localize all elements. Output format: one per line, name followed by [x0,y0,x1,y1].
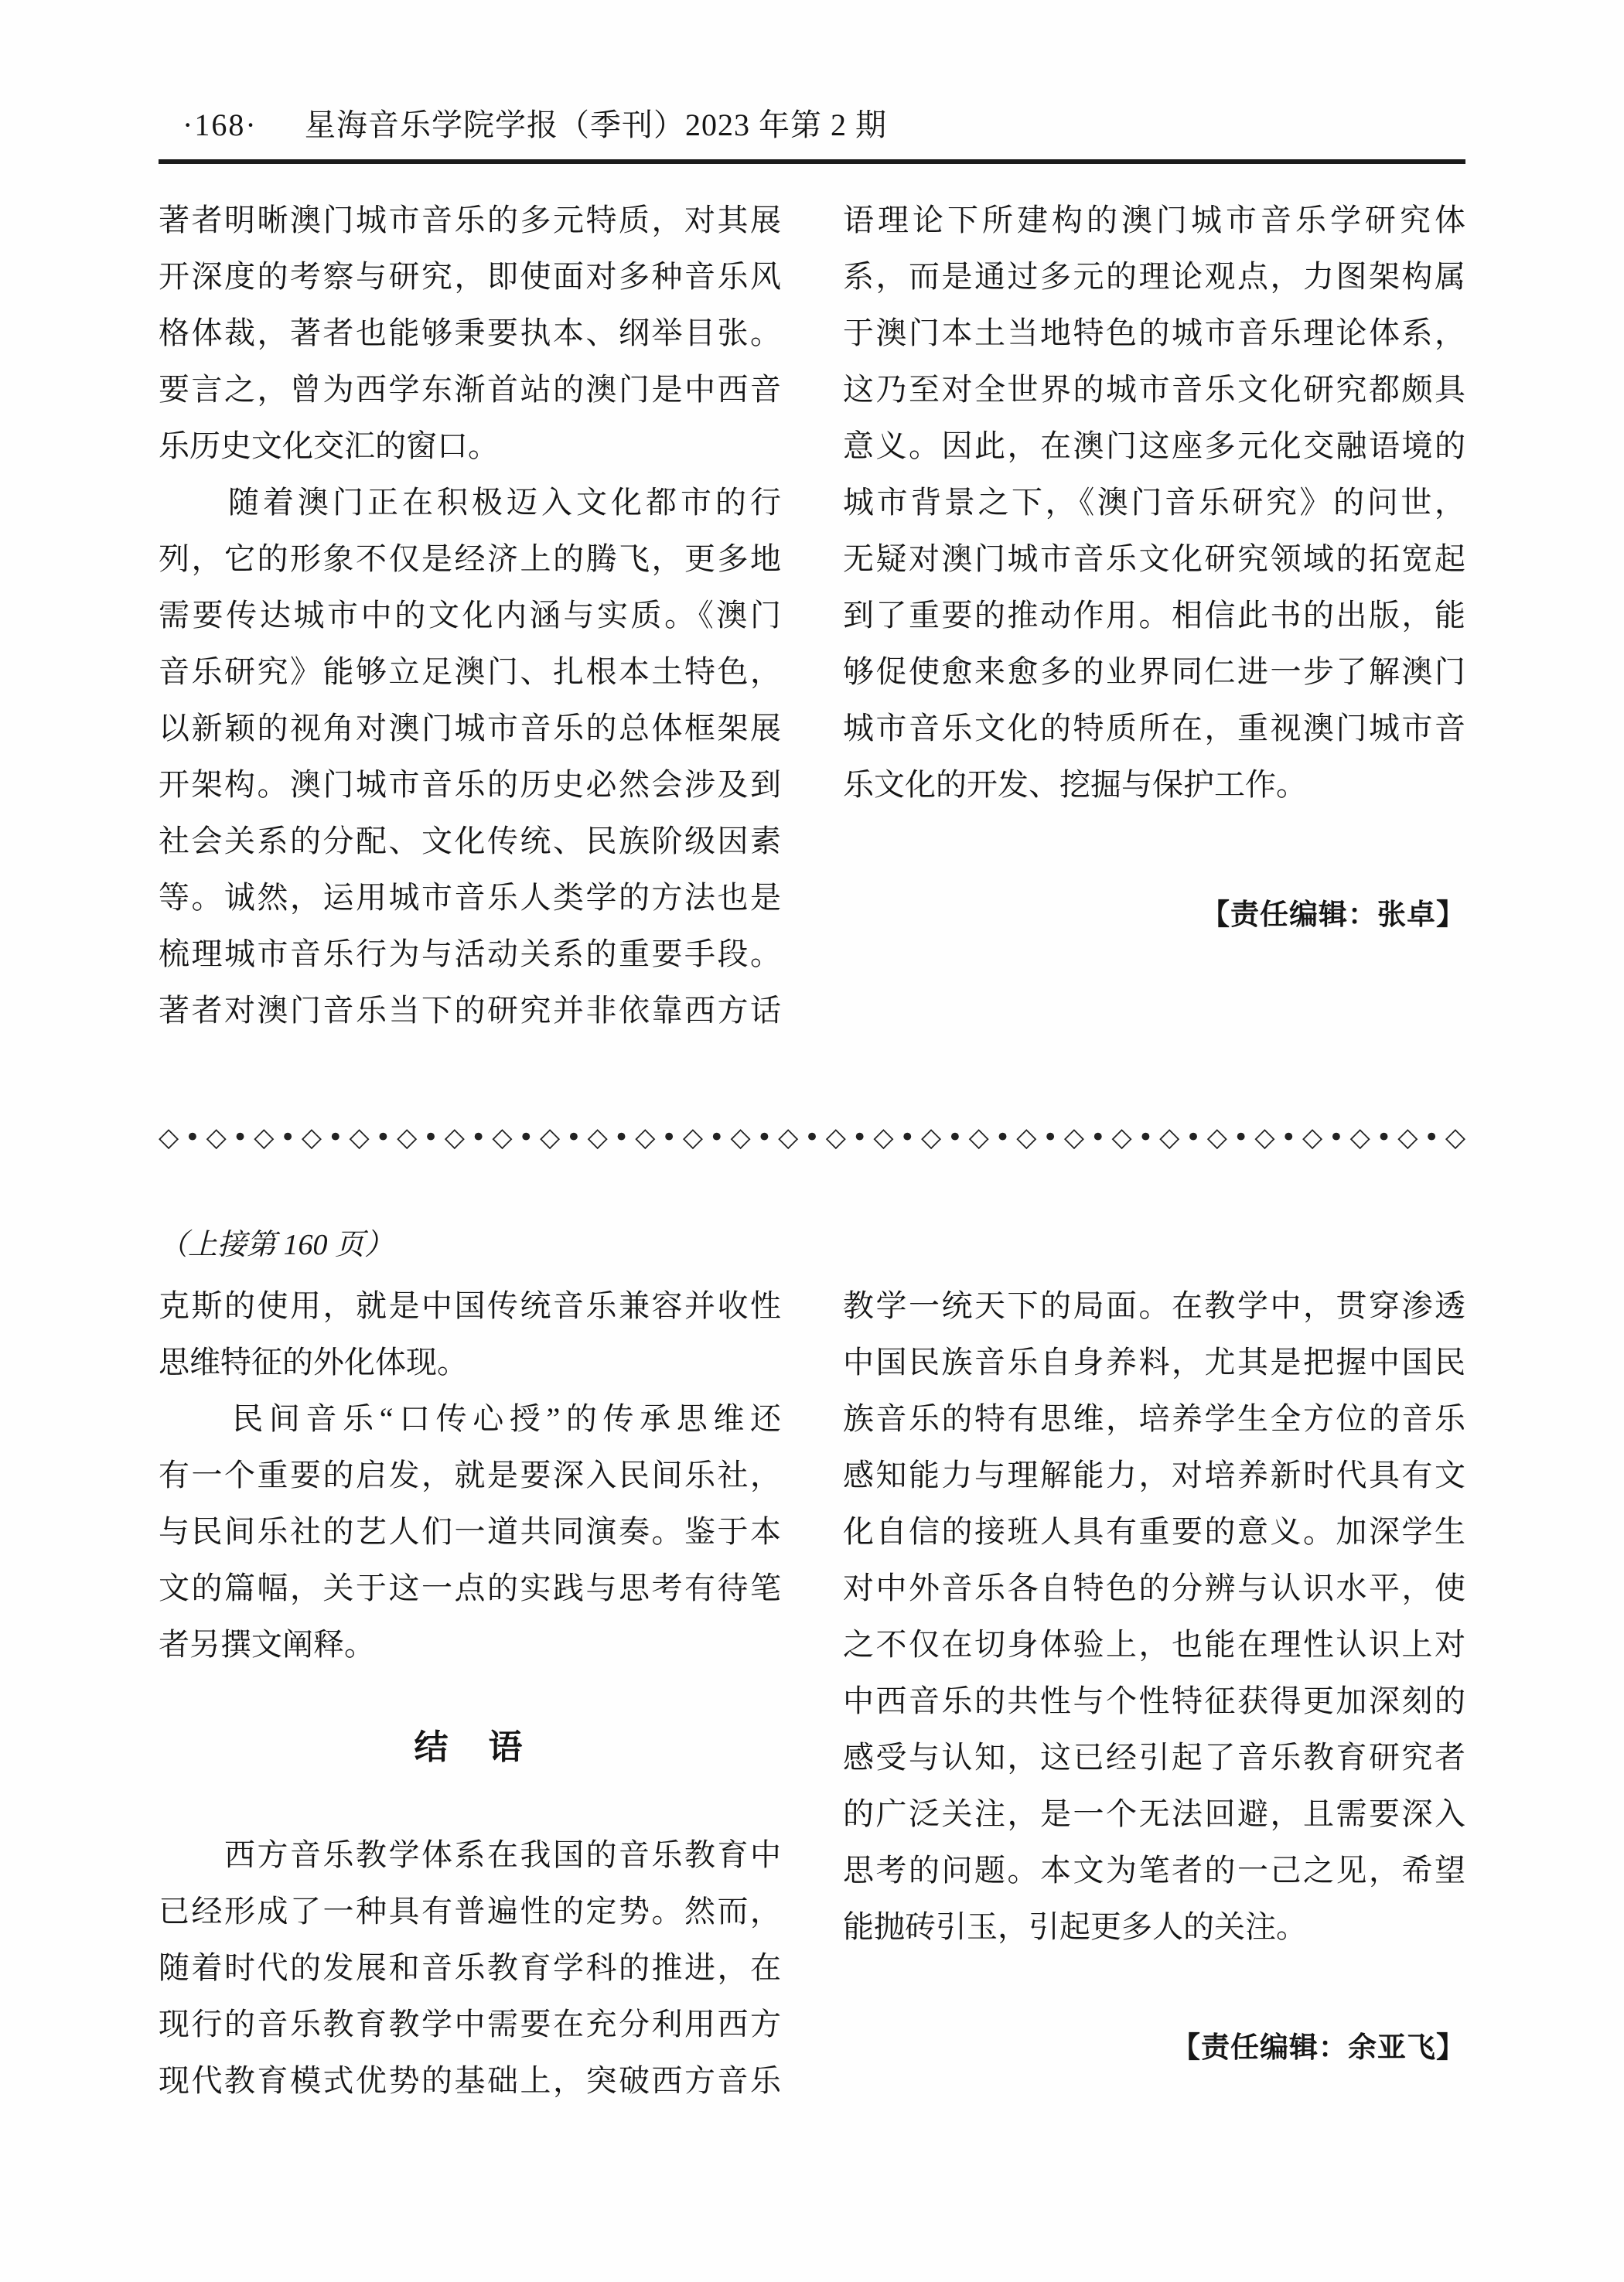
text-line: 等。诚然，运用城市音乐人类学的方法也是 [159,880,781,915]
text-line: 的广泛关注，是一个无法回避，且需要深入 [843,1796,1465,1831]
text-line: 意义。因此，在澳门这座多元化交融语境的 [843,428,1465,463]
top-right-column [843,192,1465,813]
text-line: 开架构。澳门城市音乐的历史必然会涉及到 [159,767,781,802]
text-line: 随着时代的发展和音乐教育学科的推进，在 [159,1950,781,1985]
header-rule [159,159,1465,164]
conclusion-heading: 结 语 [414,1728,526,1766]
text-line: 音乐研究》能够立足澳门、扎根本土特色， [159,654,781,689]
editor-note-top: 【责任编辑：张卓】 [1201,899,1465,930]
bottom-left-column-after-heading [159,1827,781,2109]
text-line: 与民间乐社的艺人们一道共同演奏。鉴于本 [159,1514,781,1549]
text-line: 梳理城市音乐行为与活动关系的重要手段。 [159,936,781,971]
text-line: 著者对澳门音乐当下的研究并非依靠西方话 [159,993,781,1028]
section-divider-ornament: ◇•◇•◇•◇•◇•◇•◇•◇•◇•◇•◇•◇•◇•◇•◇•◇•◇•◇•◇•◇•◇•◇•◇•◇•◇•◇•◇•◇ [159,1122,1465,1153]
text-line: 教学一统天下的局面。在教学中，贯穿渗透 [843,1288,1465,1323]
top-left-column [159,192,781,1039]
text-line: 语理论下所建构的澳门城市音乐学研究体 [843,203,1465,237]
text-line: 城市背景之下，《澳门音乐研究》的问世， [843,485,1465,520]
bottom-left-column [159,1277,781,1673]
bottom-right-column [843,1277,1465,1955]
text-line: 城市音乐文化的特质所在，重视澳门城市音 [843,711,1465,745]
text-line: 乐文化的开发、挖掘与保护工作。 [843,767,1307,802]
text-line: 中西音乐的共性与个性特征获得更加深刻的 [843,1683,1465,1718]
text-line: 西方音乐教学体系在我国的音乐教育中 [159,1837,781,1872]
text-line: 以新颖的视角对澳门城市音乐的总体框架展 [159,711,781,745]
text-line: 现行的音乐教育教学中需要在充分利用西方 [159,2007,781,2042]
text-line: 中国民族音乐自身养料，尤其是把握中国民 [843,1345,1465,1380]
text-line: 思考的问题。本文为笔者的一己之见，希望 [843,1853,1465,1888]
page-number: ·168· [183,107,258,142]
text-line: 开深度的考察与研究，即使面对多种音乐风 [159,259,781,294]
text-line: 克斯的使用，就是中国传统音乐兼容并收性 [159,1288,781,1323]
text-line: 到了重要的推动作用。相信此书的出版，能 [843,598,1465,633]
text-line: 要言之，曾为西学东渐首站的澳门是中西音 [159,372,781,407]
text-line: 格体裁，著者也能够秉要执本、纲举目张。 [159,316,781,350]
text-line: 感知能力与理解能力，对培养新时代具有文 [843,1458,1465,1492]
text-line: 思维特征的外化体现。 [159,1345,468,1380]
text-line: 已经形成了一种具有普遍性的定势。然而， [159,1894,781,1929]
text-line: 能抛砖引玉，引起更多人的关注。 [843,1909,1307,1944]
journal-title: 星海音乐学院学报（季刊）2023 年第 2 期 [305,107,887,142]
text-line: 文的篇幅，关于这一点的实践与思考有待笔 [159,1571,781,1605]
text-line: 系，而是通过多元的理论观点，力图架构属 [843,259,1465,294]
text-line: 够促使愈来愈多的业界同仁进一步了解澳门 [843,654,1465,689]
text-line: 这乃至对全世界的城市音乐文化研究都颇具 [843,372,1465,407]
text-line: 民间音乐“口传心授”的传承思维还 [159,1401,781,1436]
text-line: 有一个重要的启发，就是要深入民间乐社， [159,1458,781,1492]
text-line: 需要传达城市中的文化内涵与实质。《澳门 [159,598,781,633]
continuation-note: （上接第 160 页） [159,1229,394,1261]
text-line: 者另撰文阐释。 [159,1627,375,1662]
text-line: 列，它的形象不仅是经济上的腾飞，更多地 [159,541,781,576]
text-line: 著者明晰澳门城市音乐的多元特质，对其展 [159,203,781,237]
text-line: 随着澳门正在积极迈入文化都市的行 [159,485,781,520]
text-line: 于澳门本土当地特色的城市音乐理论体系， [843,316,1465,350]
page-header [0,105,1624,145]
text-line: 感受与认知，这已经引起了音乐教育研究者 [843,1740,1465,1775]
text-line: 族音乐的特有思维，培养学生全方位的音乐 [843,1401,1465,1436]
text-line: 现代教育模式优势的基础上，突破西方音乐 [159,2063,781,2098]
text-line: 之不仅在切身体验上，也能在理性认识上对 [843,1627,1465,1662]
text-line: 社会关系的分配、文化传统、民族阶级因素 [159,824,781,858]
text-line: 对中外音乐各自特色的分辨与认识水平，使 [843,1571,1465,1605]
text-line: 无疑对澳门城市音乐文化研究领域的拓宽起 [843,541,1465,576]
text-line: 乐历史文化交汇的窗口。 [159,428,499,463]
text-line: 化自信的接班人具有重要的意义。加深学生 [843,1514,1465,1549]
editor-note-bottom: 【责任编辑：余亚飞】 [1172,2031,1465,2063]
